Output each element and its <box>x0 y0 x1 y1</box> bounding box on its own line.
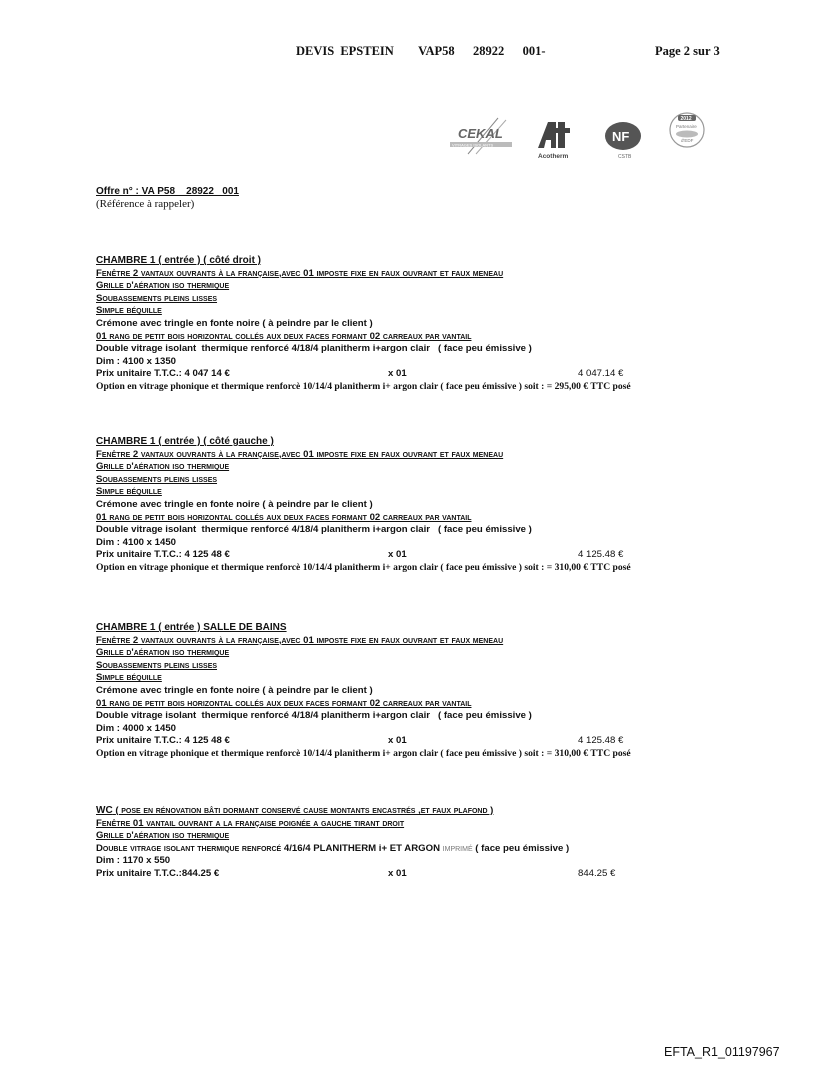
glazing-spec: Double vitrage isolant thermique renforcé 4/18/4 planitherm i+argon clair ( face peu émissive ) <box>96 710 532 722</box>
cekal-logo-subtext: VITRAGES ISOLANTS <box>452 142 494 148</box>
line-total: 4 125.48 € <box>578 735 624 747</box>
section-title: CHAMBRE 1 ( entrée ) ( côté droit ) <box>96 255 262 266</box>
edf-partner-text: Partenaire <box>676 124 697 129</box>
section-title: CHAMBRE 1 ( entrée ) ( côté gauche ) <box>96 436 274 447</box>
glazing-bars: 01 rang de petit bois horizontal collés aux deux faces formant 02 carreaux par vantail <box>96 511 472 523</box>
unit-price: Prix unitaire T.T.C.: 4 125 48 € <box>96 549 230 561</box>
glazing-spec: Double vitrage isolant thermique renforcé 4/18/4 planitherm i+argon clair ( face peu émissive ) <box>96 524 532 536</box>
offer-number: Offre n° : VA P58 28922 001 <box>96 186 239 197</box>
nf-logo-text: NF <box>612 129 630 144</box>
quote-section-wc <box>96 805 736 881</box>
glazing-spec: Double vitrage isolant thermique renforcé 4/18/4 planitherm i+argon clair ( face peu émissive ) <box>96 343 532 355</box>
window-description: Fenêtre 2 vantaux ouvrants à la française,avec 01 imposte fixe en faux ouvrant et faux meneau <box>96 634 504 646</box>
price-row <box>96 549 736 562</box>
glazing-option: Option en vitrage phonique et thermique renforcè 10/14/4 planitherm i+ argon clair ( face peu émissive ) soit : = 295,00 € TTC posé <box>96 380 631 392</box>
espagnolette: Crémone avec tringle en fonte noire ( à peindre par le client ) <box>96 684 373 696</box>
glazing-spec-composition: 4/16/4 PLANITHERM i+ ET ARGON <box>283 842 440 854</box>
cekal-logo <box>446 116 514 156</box>
glazing-bars: 01 rang de petit bois horizontal collés aux deux faces formant 02 carreaux par vantail <box>96 697 472 709</box>
acotherm-logo <box>536 118 576 160</box>
unit-price: Prix unitaire T.T.C.: 4 125 48 € <box>96 735 230 747</box>
dimensions: Dim : 4000 x 1450 <box>96 722 177 734</box>
espagnolette: Crémone avec tringle en fonte noire ( à peindre par le client ) <box>96 317 373 329</box>
section-title <box>96 805 736 818</box>
edf-partner-logo <box>668 110 706 150</box>
espagnolette: Crémone avec tringle en fonte noire ( à peindre par le client ) <box>96 498 373 510</box>
line-total: 4 047.14 € <box>578 368 624 380</box>
dimensions: Dim : 1170 x 550 <box>96 855 171 867</box>
edf-name-text: d'EDF <box>681 138 694 143</box>
edf-year-text: 2012 <box>680 116 692 122</box>
dimensions: Dim : 4100 x 1350 <box>96 355 177 367</box>
acotherm-logo-text: Acotherm <box>538 153 569 160</box>
line-total: 4 125.48 € <box>578 549 624 561</box>
soubassements: Soubassements pleins lisses <box>96 292 218 304</box>
window-description: Fenêtre 01 vantail ouvrant a la française poignée a gauche tirant droit <box>96 817 405 829</box>
unit-price: Prix unitaire T.T.C.:844.25 € <box>96 867 220 879</box>
bates-number: EFTA_R1_01197967 <box>664 1045 780 1059</box>
offer-reference-block <box>96 186 239 210</box>
glazing-bars: 01 rang de petit bois horizontal collés aux deux faces formant 02 carreaux par vantail <box>96 330 472 342</box>
section-title: CHAMBRE 1 ( entrée ) SALLE DE BAINS <box>96 622 287 633</box>
page-number: Page 2 sur 3 <box>655 44 720 58</box>
vent-grille: Grille d'aération iso thermique <box>96 280 230 292</box>
soubassements: Soubassements pleins lisses <box>96 659 218 671</box>
quantity: x 01 <box>388 368 407 380</box>
nf-logo-subtext: CSTB <box>618 154 632 160</box>
soubassements: Soubassements pleins lisses <box>96 473 218 485</box>
line-total: 844.25 € <box>578 867 616 879</box>
price-row <box>96 368 736 381</box>
quantity: x 01 <box>388 735 407 747</box>
handle: Simple béquille <box>96 305 162 317</box>
document-header-title: DEVIS EPSTEIN VAP58 28922 001- <box>296 44 546 58</box>
glazing-spec-imprime: imprimé <box>442 842 473 854</box>
glazing-spec-type: Double vitrage isolant thermique renforcé <box>96 842 282 854</box>
quote-section-2 <box>96 436 736 575</box>
quantity: x 01 <box>388 549 407 561</box>
glazing-option: Option en vitrage phonique et thermique renforcè 10/14/4 planitherm i+ argon clair ( face peu émissive ) soit : = 310,00 € TTC posé <box>96 561 631 573</box>
offer-reference-note: (Référence à rappeler) <box>96 198 195 210</box>
glazing-spec-face: ( face peu émissive ) <box>475 842 570 854</box>
window-description: Fenêtre 2 vantaux ouvrants à la française,avec 01 imposte fixe en faux ouvrant et faux meneau <box>96 267 504 279</box>
vent-grille: Grille d'aération iso thermique <box>96 647 230 659</box>
wc-title: WC <box>96 805 113 816</box>
vent-grille: Grille d'aération iso thermique <box>96 830 230 842</box>
window-description: Fenêtre 2 vantaux ouvrants à la française,avec 01 imposte fixe en faux ouvrant et faux meneau <box>96 448 504 460</box>
handle: Simple béquille <box>96 486 162 498</box>
handle: Simple béquille <box>96 672 162 684</box>
unit-price: Prix unitaire T.T.C.: 4 047 14 € <box>96 368 230 380</box>
cekal-logo-text: CEKAL <box>458 126 503 141</box>
nf-logo <box>604 120 642 160</box>
vent-grille: Grille d'aération iso thermique <box>96 461 230 473</box>
price-row <box>96 735 736 748</box>
quote-section-3 <box>96 622 736 761</box>
price-row <box>96 868 736 881</box>
wc-title-note: ( pose en rénovation bâti dormant conservé cause montants encastrés ,et faux plafond ) <box>115 805 494 816</box>
glazing-option: Option en vitrage phonique et thermique renforcè 10/14/4 planitherm i+ argon clair ( face peu émissive ) soit : = 310,00 € TTC posé <box>96 747 631 759</box>
quote-section-1 <box>96 255 736 394</box>
dimensions: Dim : 4100 x 1450 <box>96 536 177 548</box>
glazing-spec <box>96 843 736 856</box>
certification-logos <box>440 108 740 160</box>
quantity: x 01 <box>388 867 407 879</box>
